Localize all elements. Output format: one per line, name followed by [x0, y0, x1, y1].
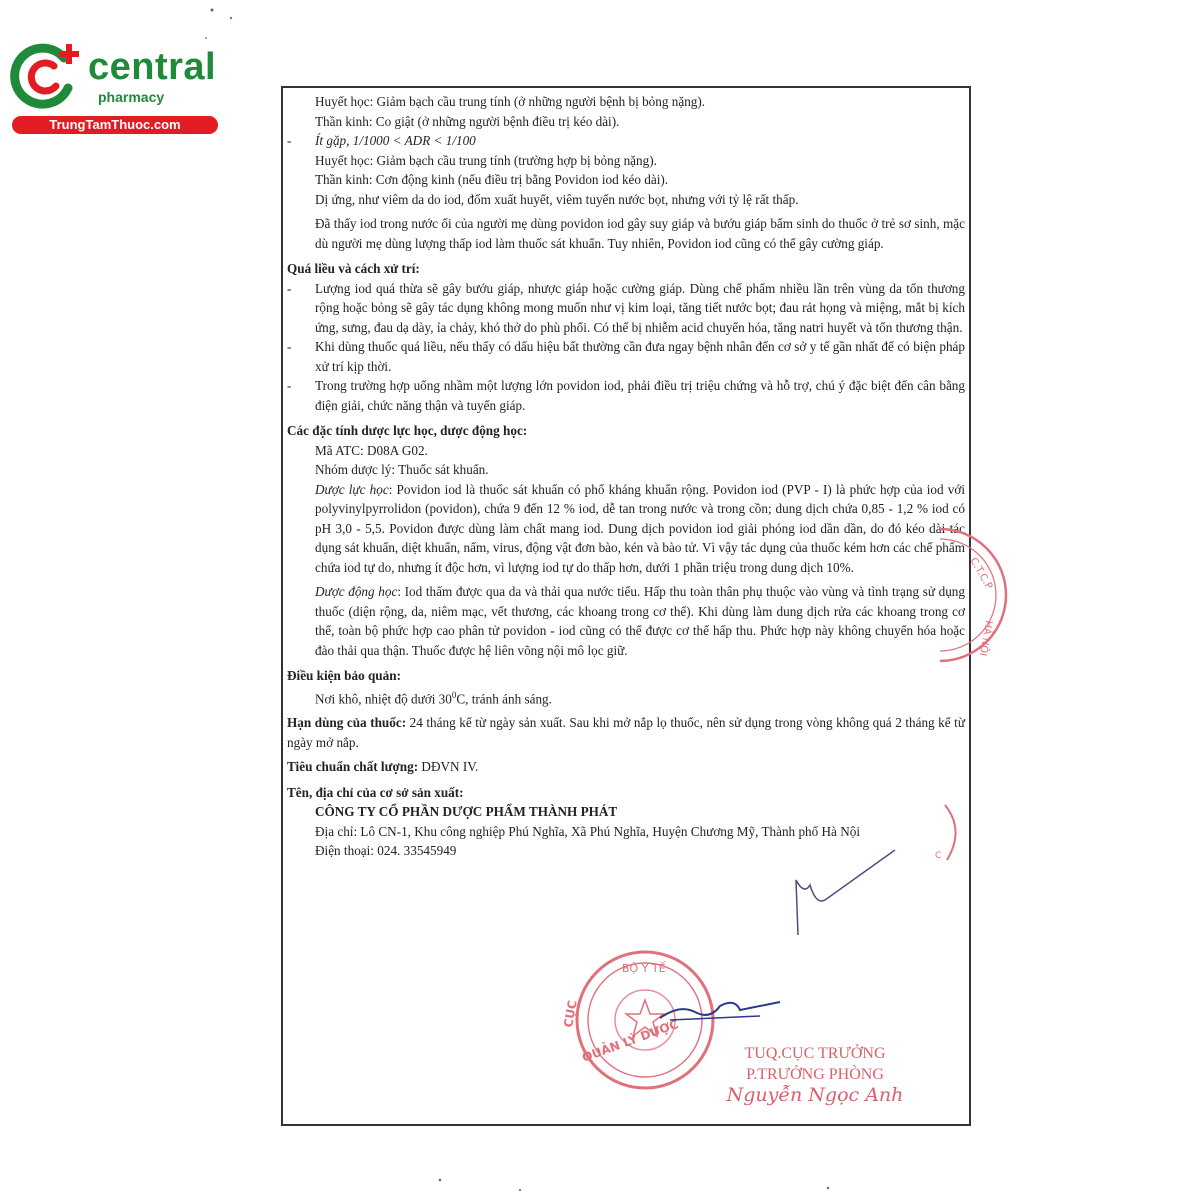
signature-title-1: TUQ.CỤC TRƯỞNG — [744, 1045, 886, 1062]
section-heading-shelf-life: Hạn dùng của thuốc: — [287, 715, 407, 731]
storage-text-pre: Nơi khô, nhiệt độ dưới 30 — [315, 690, 452, 706]
stamp-fragment — [925, 800, 975, 870]
pharmacokinetics-paragraph — [287, 582, 965, 660]
text-line: Huyết học: Giảm bạch cầu trung tính (trường hợp bị bỏng nặng). — [315, 152, 657, 168]
official-signature — [640, 990, 790, 1030]
degree-mark: 0 — [451, 689, 457, 700]
company-stamp — [940, 520, 1020, 670]
section-heading-storage: Điều kiện bảo quản: — [287, 668, 401, 683]
pharmacological-group: Nhóm dược lý: Thuốc sát khuẩn. — [315, 462, 489, 477]
list-item: - Lượng iod quá thừa sẽ gây bướu giáp, nhược giáp hoặc cường giáp. Dùng chế phẩm nhiều lần trên vùng da tổn thương rộng hoặc bỏng sẽ gây tác dụng không mong muốn như vị kim loại, tăng tiết nước bọt; đau rát họng và miệng, mắt bị kích ứng, sưng, đau dạ dày, ỉa chảy, khó thở do phù phổi. Có thể bị nhiễm acid chuyển hóa, tăng natri huyết và tổn thương thận. — [287, 280, 965, 335]
frequency-line: - Ít gặp, 1/1000 < ADR < 1/100 — [287, 133, 476, 148]
svg-text:C.T.C.P: C.T.C.P — [967, 556, 995, 592]
text-line: Thần kinh: Co giật (ở những người bệnh điều trị kéo dài). — [315, 113, 620, 129]
storage-text — [287, 686, 965, 709]
svg-text:C: C — [935, 851, 942, 861]
list-item-text: Lượng iod quá thừa sẽ gây bướu giáp, nhược giáp hoặc cường giáp. Dùng chế phẩm nhiều lần trên vùng da tổn thương rộng hoặc bỏng sẽ gây tác dụng không mong muốn như vị kim loại, tăng tiết nước bọt; đau rát họng và miệng, mắt bị kích ứng, sưng, đau dạ dày, ỉa chảy, khó thở do phù phổi. Có thể bị nhiễm acid chuyển hóa, tăng natri huyết và tổn thương thận. — [315, 280, 965, 335]
company-address: Địa chỉ: Lô CN-1, Khu công nghiệp Phú Nghĩa, Xã Phú Nghĩa, Huyện Chương Mỹ, Thành phố Hà Nội — [315, 823, 860, 839]
company-signature — [790, 845, 910, 940]
section-heading-pharmacology: Các đặc tính dược lực học, dược động học: — [287, 423, 528, 438]
pharmacodynamics-paragraph — [287, 480, 965, 578]
text-paragraph: Đã thấy iod trong nước ối của người mẹ dùng povidon iod gây suy giáp và bướu giáp bẩm sinh do thuốc ở trẻ sơ sinh, mặc dù người mẹ dùng lượng thấp iod làm thuốc sát khuẩn. Tuy nhiên, Povidon iod cũng có thể gây cường giáp. — [315, 216, 965, 251]
pharmacodynamics-label: Dược lực học — [315, 481, 389, 497]
svg-text:HÀ NỘI: HÀ NỘI — [976, 619, 994, 657]
section-heading-overdose: Quá liều và cách xử trí: — [287, 261, 420, 276]
list-item: - Trong trường hợp uống nhầm một lượng lớn povidon iod, phải điều trị triệu chứng và hỗ trợ, chú ý đặc biệt đến cân bằng điện giải, chức năng thận và tuyến giáp. — [287, 378, 965, 413]
standard-text: DĐVN IV. — [418, 759, 479, 775]
list-item-text: Trong trường hợp uống nhầm một lượng lớn povidon iod, phải điều trị triệu chứng và hỗ trợ, chú ý đặc biệt đến cân bằng điện giải, chức năng thận và tuyến giáp. — [315, 378, 965, 413]
quality-standard — [287, 757, 965, 777]
shelf-life — [287, 713, 965, 752]
company-phone: Điện thoại: 024. 33545949 — [315, 843, 457, 859]
svg-text:QUẢN LÝ DƯỢC: QUẢN LÝ DƯỢC — [580, 1016, 681, 1065]
frequency-text: Ít gặp, 1/1000 < ADR < 1/100 — [315, 133, 476, 148]
logo-name: central — [88, 46, 217, 88]
company-name: CÔNG TY CỔ PHẦN DƯỢC PHẨM THÀNH PHÁT — [315, 804, 618, 820]
logo-subtitle: pharmacy — [98, 89, 165, 105]
signature-title-2: P.TRƯỞNG PHÒNG — [746, 1066, 884, 1083]
text-line: Dị ứng, như viêm da do iod, đốm xuất huyết, viêm tuyến nước bọt, nhưng với tỷ lệ rất thấp. — [315, 191, 799, 207]
svg-text:CỤC: CỤC — [561, 999, 580, 1029]
atc-code: Mã ATC: D08A G02. — [315, 442, 428, 458]
pharmacodynamics-text: : Povidon iod là thuốc sát khuẩn có phổ kháng khuẩn rộng. Povidon iod (PVP - I) là phức hợp của iod với polyvinylpyrrolidon (povidon), chứa 9 đến 12 % iod, dễ tan trong nước và trong cồn; dung dịch chứa 0,85 - 1,2 % iod có pH 3,0 - 5,5. Povidon được dùng làm chất mang iod. Dung dịch povidon iod giải phóng iod dần dần, do đó kéo dài tác dụng sát khuẩn, diệt khuẩn, nấm, virus, động vật đơn bào, kén và bào tử. Vì vậy tác dụng của thuốc kém hơn các chế phẩm chứa iod tự do, nhưng ít độc hơn, vì lượng iod tự do thấp hơn, dưới 1 phần triệu trong dung dịch 10%. — [315, 481, 966, 575]
signature-name: Nguyễn Ngọc Anh — [726, 1084, 904, 1106]
signature-block — [715, 1043, 915, 1106]
text-line: Thần kinh: Cơn động kinh (nếu điều trị bằng Povidon iod kéo dài). — [315, 172, 669, 187]
storage-text-post: C, tránh ánh sáng. — [456, 690, 552, 706]
pharmacokinetics-label: Dược động học — [315, 584, 398, 599]
svg-text:BỘ Y TẾ: BỘ Y TẾ — [622, 962, 666, 975]
pharmacokinetics-text: : Iod thấm được qua da và thải qua nước tiểu. Hấp thu toàn thân phụ thuộc vào vùng và tình trạng sử dụng thuốc (diện rộng, da, niêm mạc, vết thương, các khoang trong cơ thể). Khi dùng làm dung dịch rửa các khoang trong cơ thể, toàn bộ phức hợp cao phân tử povidon - iod cũng có thể được cơ thể hấp thu. Phức hợp này không chuyển hóa hoặc đào thải qua thận. Thuốc được hệ liên võng nội mô lọc giữ. — [315, 584, 965, 658]
section-heading-standard: Tiêu chuẩn chất lượng: — [287, 759, 419, 775]
document-body — [287, 92, 965, 861]
logo-site-link[interactable]: TrungTamThuoc.com — [12, 116, 218, 134]
text-line: Huyết học: Giảm bạch cầu trung tính (ở những người bệnh bị bỏng nặng). — [315, 94, 706, 109]
shelf-life-text: 24 tháng kể từ ngày sản xuất. Sau khi mở nắp lọ thuốc, nên sử dụng trong vòng không quá 2 tháng kể từ ngày mở nắp. — [287, 715, 965, 750]
list-item-text: Khi dùng thuốc quá liều, nếu thấy có dấu hiệu bất thường cần đưa ngay bệnh nhân đến cơ sở y tế gần nhất để có biện pháp xử trí kịp thời. — [315, 339, 965, 374]
section-heading-manufacturer: Tên, địa chỉ của cơ sở sản xuất: — [287, 784, 464, 800]
list-item: - Khi dùng thuốc quá liều, nếu thấy có dấu hiệu bất thường cần đưa ngay bệnh nhân đến cơ sở y tế gần nhất để có biện pháp xử trí kịp thời. — [287, 339, 965, 374]
